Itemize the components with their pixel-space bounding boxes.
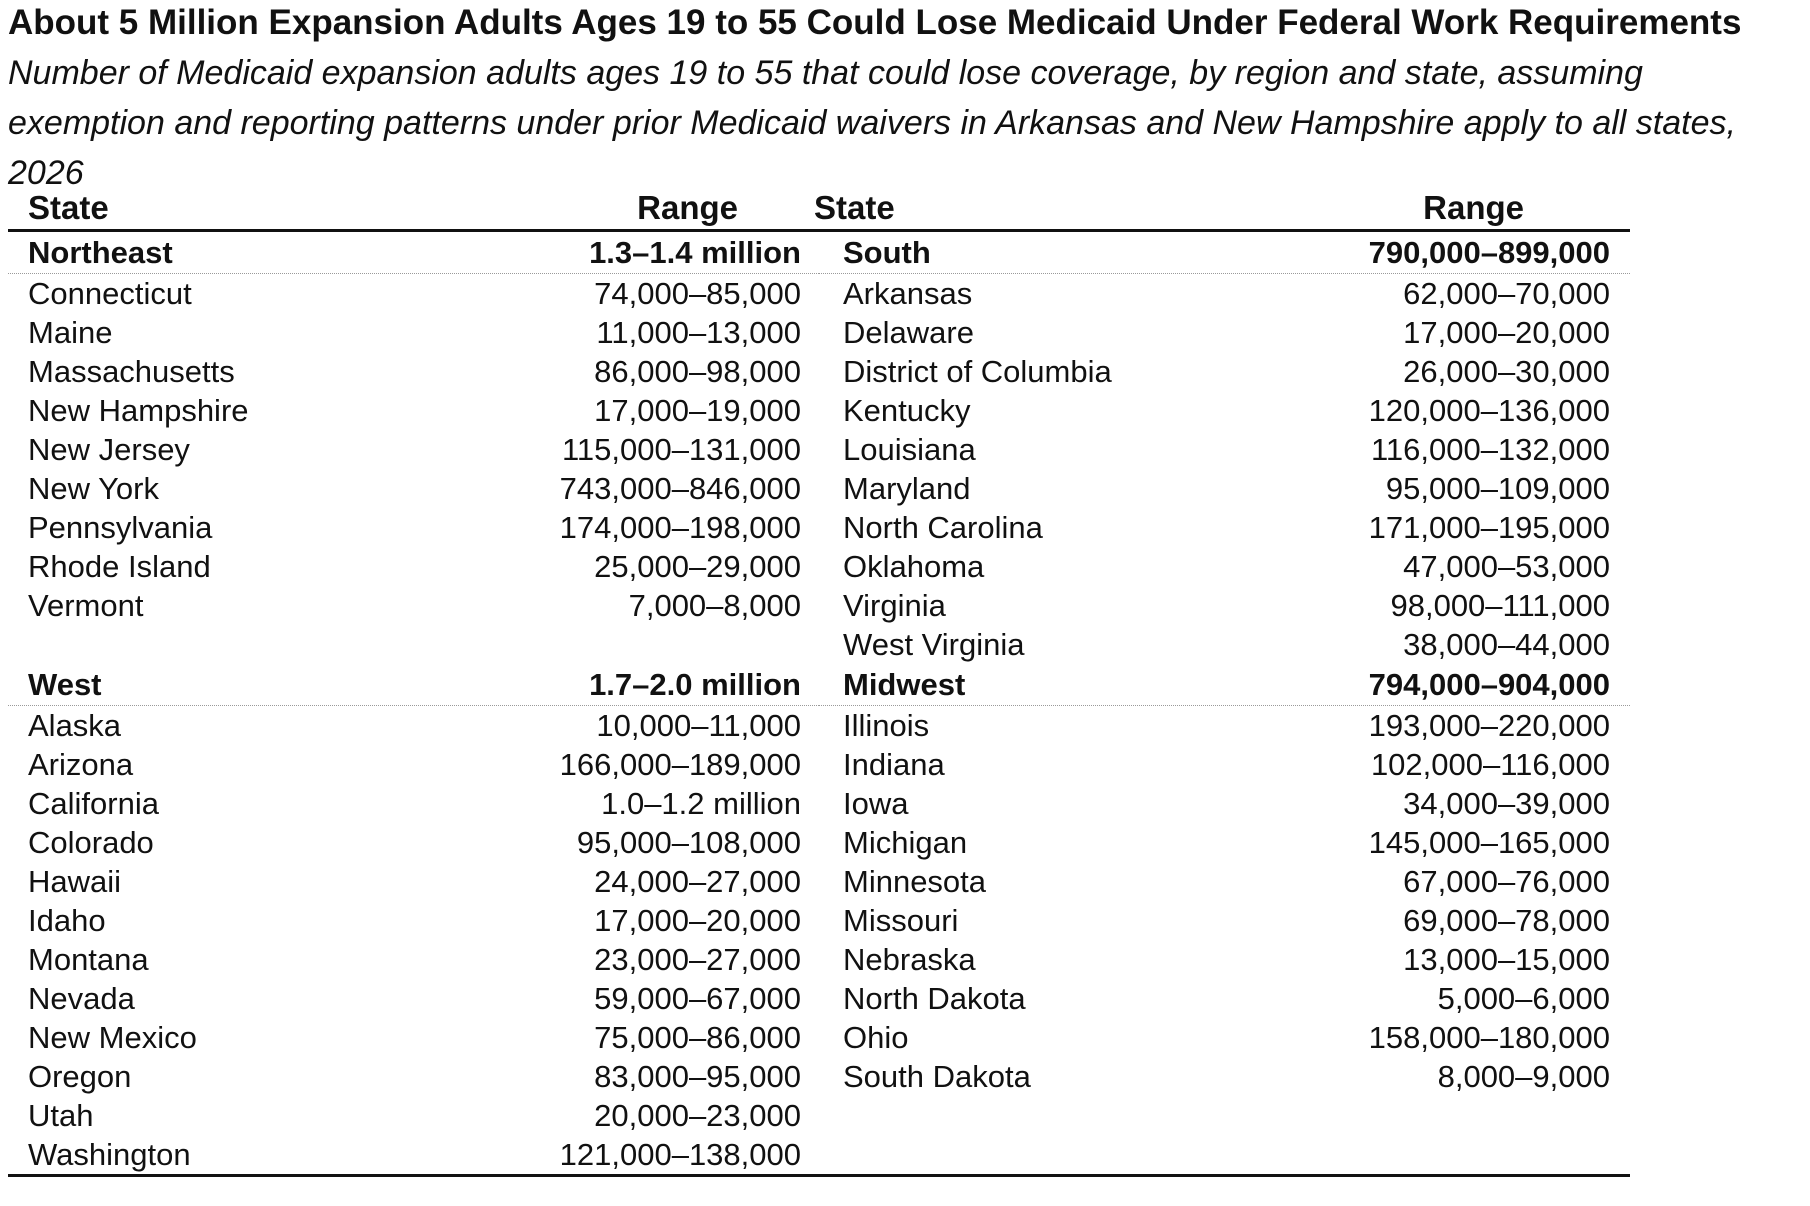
table-row xyxy=(8,352,819,391)
state-range: 10,000–11,000 xyxy=(596,708,801,743)
table-row xyxy=(8,313,819,352)
state-name: Minnesota xyxy=(843,864,987,899)
region-row xyxy=(8,232,819,274)
state-range: 1.7–2.0 million xyxy=(589,667,801,702)
state-name: Ohio xyxy=(843,1020,909,1055)
state-name: New Mexico xyxy=(28,1020,197,1055)
region-south xyxy=(819,232,1630,664)
table-row xyxy=(819,352,1630,391)
state-name: Indiana xyxy=(843,747,945,782)
header-range-right: Range xyxy=(1423,189,1524,226)
table-row xyxy=(8,547,819,586)
state-name: Arkansas xyxy=(843,276,973,311)
state-range: 17,000–20,000 xyxy=(594,903,801,938)
table-row xyxy=(819,274,1630,313)
state-range: 20,000–23,000 xyxy=(594,1098,801,1133)
table-row xyxy=(819,862,1630,901)
state-range: 95,000–109,000 xyxy=(1385,471,1610,506)
region-row xyxy=(819,664,1630,706)
state-range: 121,000–138,000 xyxy=(559,1137,801,1172)
table-row xyxy=(819,823,1630,862)
state-range: 145,000–165,000 xyxy=(1368,825,1610,860)
state-name: Northeast xyxy=(28,235,173,270)
state-range: 794,000–904,000 xyxy=(1368,667,1610,702)
state-range: 69,000–78,000 xyxy=(1403,903,1610,938)
state-range: 47,000–53,000 xyxy=(1403,549,1610,584)
state-range: 790,000–899,000 xyxy=(1368,235,1610,270)
header-range-left: Range xyxy=(637,189,738,226)
state-range: 17,000–19,000 xyxy=(594,393,801,428)
table-row xyxy=(819,784,1630,823)
state-range: 86,000–98,000 xyxy=(594,354,801,389)
block-bottom xyxy=(8,664,1630,1174)
table-row xyxy=(819,547,1630,586)
state-range: 115,000–131,000 xyxy=(561,432,801,467)
state-range: 38,000–44,000 xyxy=(1403,627,1610,662)
state-range: 174,000–198,000 xyxy=(559,510,801,545)
header-state-left: State xyxy=(28,189,109,226)
state-range: 7,000–8,000 xyxy=(628,588,801,623)
state-range: 83,000–95,000 xyxy=(594,1059,801,1094)
table-row xyxy=(8,784,819,823)
state-name: Missouri xyxy=(843,903,959,938)
table-row xyxy=(8,1096,819,1135)
table-row xyxy=(819,313,1630,352)
state-name: Midwest xyxy=(843,667,966,702)
state-range: 158,000–180,000 xyxy=(1368,1020,1610,1055)
state-name: Kentucky xyxy=(843,393,971,428)
state-name: Colorado xyxy=(28,825,154,860)
empty-row xyxy=(819,1096,1630,1135)
state-name: Delaware xyxy=(843,315,974,350)
state-name: Oregon xyxy=(28,1059,132,1094)
table-row xyxy=(819,940,1630,979)
state-range: 17,000–20,000 xyxy=(1403,315,1610,350)
state-range: 24,000–27,000 xyxy=(594,864,801,899)
state-range: 26,000–30,000 xyxy=(1403,354,1610,389)
table-row xyxy=(819,586,1630,625)
table-row xyxy=(819,1057,1630,1096)
table-row xyxy=(8,745,819,784)
table-row xyxy=(819,430,1630,469)
state-range: 1.3–1.4 million xyxy=(589,235,801,270)
state-range: 67,000–76,000 xyxy=(1403,864,1610,899)
table-row xyxy=(8,1018,819,1057)
table-row xyxy=(819,391,1630,430)
page-title: About 5 Million Expansion Adults Ages 19 to 55 Could Lose Medicaid Under Federal Work Requirements xyxy=(8,3,1742,42)
state-name: Utah xyxy=(28,1098,94,1133)
table-row xyxy=(8,940,819,979)
empty-row xyxy=(819,1135,1630,1174)
table-row xyxy=(819,508,1630,547)
table-row xyxy=(8,274,819,313)
state-range: 13,000–15,000 xyxy=(1403,942,1610,977)
state-name: Nevada xyxy=(28,981,135,1016)
table-header xyxy=(8,185,1630,232)
table-row xyxy=(8,1057,819,1096)
state-name: West xyxy=(28,667,102,702)
table-row xyxy=(819,706,1630,745)
state-name: District of Columbia xyxy=(843,354,1112,389)
region-northeast xyxy=(8,232,819,664)
state-range: 59,000–67,000 xyxy=(594,981,801,1016)
state-name: North Carolina xyxy=(843,510,1043,545)
state-range: 171,000–195,000 xyxy=(1368,510,1610,545)
region-midwest xyxy=(819,664,1630,1174)
state-name: South Dakota xyxy=(843,1059,1031,1094)
state-name: New York xyxy=(28,471,159,506)
table-row xyxy=(819,1018,1630,1057)
state-range: 95,000–108,000 xyxy=(576,825,801,860)
state-name: California xyxy=(28,786,159,821)
table-row xyxy=(8,862,819,901)
table-row xyxy=(8,430,819,469)
table-row xyxy=(819,979,1630,1018)
state-name: Massachusetts xyxy=(28,354,235,389)
state-name: Pennsylvania xyxy=(28,510,213,545)
table-row xyxy=(8,508,819,547)
state-range: 62,000–70,000 xyxy=(1403,276,1610,311)
state-name: Maine xyxy=(28,315,113,350)
table-row xyxy=(8,901,819,940)
region-row xyxy=(8,664,819,706)
state-range: 25,000–29,000 xyxy=(594,549,801,584)
state-name: Washington xyxy=(28,1137,191,1172)
state-name: Iowa xyxy=(843,786,909,821)
state-name: New Jersey xyxy=(28,432,190,467)
state-name: North Dakota xyxy=(843,981,1026,1016)
state-range: 116,000–132,000 xyxy=(1370,432,1610,467)
table-row xyxy=(8,979,819,1018)
state-range: 8,000–9,000 xyxy=(1437,1059,1610,1094)
table-row xyxy=(8,706,819,745)
state-name: Idaho xyxy=(28,903,106,938)
state-range: 23,000–27,000 xyxy=(594,942,801,977)
coverage-table xyxy=(8,185,1630,1177)
state-range: 98,000–111,000 xyxy=(1390,588,1610,623)
state-range: 1.0–1.2 million xyxy=(601,786,801,821)
state-range: 193,000–220,000 xyxy=(1368,708,1610,743)
table-row xyxy=(8,586,819,625)
header-gap xyxy=(778,227,814,229)
table-row xyxy=(8,1135,819,1174)
page-subtitle: Number of Medicaid expansion adults ages 19 to 55 that could lose coverage, by region and state, assuming exemption and reporting patterns under prior Medicaid waivers in Arkansas and New Hampshire apply to all states, 2026 xyxy=(8,54,1736,192)
state-name: West Virginia xyxy=(843,627,1025,662)
table-row xyxy=(8,823,819,862)
state-range: 74,000–85,000 xyxy=(594,276,801,311)
state-range: 102,000–116,000 xyxy=(1370,747,1610,782)
region-west xyxy=(8,664,819,1174)
state-name: Oklahoma xyxy=(843,549,985,584)
state-range: 11,000–13,000 xyxy=(596,315,801,350)
region-row xyxy=(819,232,1630,274)
state-name: Maryland xyxy=(843,471,971,506)
state-name: Virginia xyxy=(843,588,946,623)
state-range: 120,000–136,000 xyxy=(1368,393,1610,428)
table-row xyxy=(819,625,1630,664)
state-name: South xyxy=(843,235,931,270)
header-state-right: State xyxy=(814,189,895,226)
state-name: Alaska xyxy=(28,708,122,743)
state-name: Louisiana xyxy=(843,432,976,467)
state-name: Montana xyxy=(28,942,149,977)
table-row xyxy=(8,469,819,508)
state-range: 75,000–86,000 xyxy=(594,1020,801,1055)
table-row xyxy=(819,901,1630,940)
state-name: Arizona xyxy=(28,747,134,782)
state-range: 34,000–39,000 xyxy=(1403,786,1610,821)
state-name: Vermont xyxy=(28,588,144,623)
state-name: Illinois xyxy=(843,708,930,743)
state-name: Nebraska xyxy=(843,942,976,977)
state-name: Michigan xyxy=(843,825,968,860)
block-top xyxy=(8,232,1630,664)
state-name: New Hampshire xyxy=(28,393,249,428)
empty-row xyxy=(8,625,819,664)
state-name: Connecticut xyxy=(28,276,192,311)
state-range: 5,000–6,000 xyxy=(1437,981,1610,1016)
state-range: 743,000–846,000 xyxy=(559,471,801,506)
state-name: Hawaii xyxy=(28,864,122,899)
state-range: 166,000–189,000 xyxy=(559,747,801,782)
table-row xyxy=(819,745,1630,784)
state-name: Rhode Island xyxy=(28,549,211,584)
table-row xyxy=(819,469,1630,508)
table-row xyxy=(8,391,819,430)
